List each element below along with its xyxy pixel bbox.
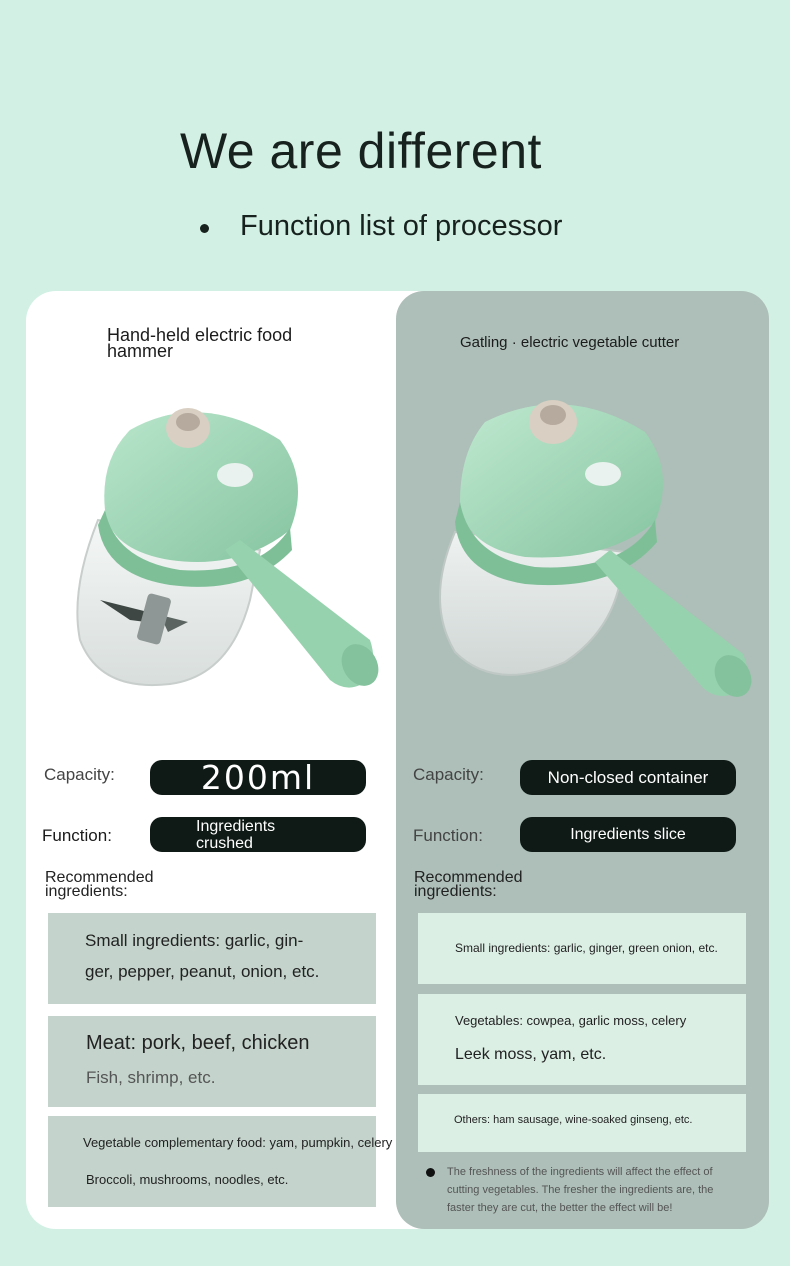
left-ingredient-box-1	[48, 913, 376, 1004]
right-box2-line2: Leek moss, yam, etc.	[455, 1046, 607, 1063]
left-box1-line1: Small ingredients: garlic, gin-	[85, 931, 304, 950]
food-chopper-illustration	[60, 400, 380, 700]
left-function-value: Ingredients crushed	[196, 817, 276, 852]
right-box3-line1: Others: ham sausage, wine-soaked ginseng, etc.	[454, 1114, 693, 1126]
left-box2-line2: Fish, shrimp, etc.	[86, 1068, 216, 1087]
freshness-note: The freshness of the ingredients will affect the effect of cutting vegetables. The fresher the ingredients are, the faster they are cut, the better the effect will be!	[447, 1166, 714, 1214]
right-function-label: Function:	[413, 826, 483, 845]
vegetable-cutter-illustration	[425, 392, 755, 702]
left-product-title: Hand-held electric food hammer	[107, 325, 293, 361]
right-ingredient-box-1	[418, 913, 746, 984]
left-function-label: Function:	[42, 826, 112, 845]
right-product-title: Gatling · electric vegetable cutter	[460, 334, 680, 351]
bullet-icon	[200, 224, 209, 233]
right-box2-line1: Vegetables: cowpea, garlic moss, celery	[455, 1013, 687, 1028]
right-capacity-label: Capacity:	[413, 765, 484, 784]
left-capacity-pill: 200ml	[150, 760, 366, 795]
left-box3-line2: Broccoli, mushrooms, noodles, etc.	[86, 1172, 289, 1187]
page-title: We are different	[180, 123, 542, 179]
note-bullet-icon	[426, 1168, 435, 1177]
subtitle: Function list of processor	[240, 210, 563, 242]
left-ingredient-box-2	[48, 1016, 376, 1107]
right-function-pill: Ingredients slice	[520, 817, 736, 852]
left-box3-line1: Vegetable complementary food: yam, pumpkin, celery	[83, 1135, 393, 1150]
right-recommended-label: Recommended ingredients:	[414, 869, 523, 900]
right-capacity-pill: Non-closed container	[520, 760, 736, 795]
left-function-pill	[150, 817, 366, 852]
left-box2-line1: Meat: pork, beef, chicken	[86, 1032, 310, 1054]
subtitle-row	[200, 210, 562, 243]
left-ingredient-box-3	[48, 1116, 393, 1207]
right-ingredient-box-2	[418, 994, 746, 1085]
left-capacity-label: Capacity:	[44, 765, 115, 784]
left-recommended-label: Recommended ingredients:	[45, 869, 154, 900]
right-ingredient-box-3	[418, 1094, 746, 1152]
right-box1-line1: Small ingredients: garlic, ginger, green onion, etc.	[455, 941, 718, 955]
left-box1-line2: ger, pepper, peanut, onion, etc.	[85, 962, 320, 981]
